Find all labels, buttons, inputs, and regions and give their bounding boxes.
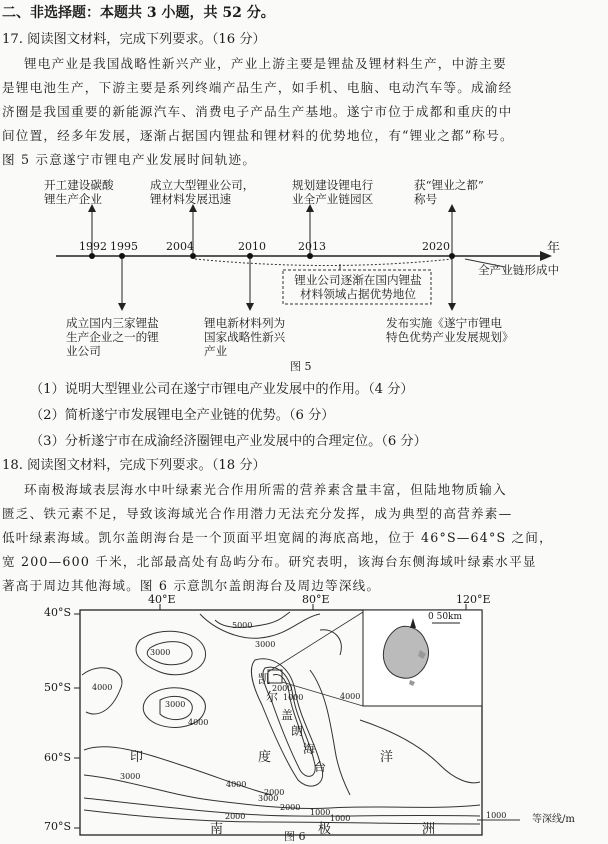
plateau-char: 盖: [281, 708, 294, 722]
q17-subquestion: （3）分析遂宁市在成渝经济圈锂电产业发展中的合理定位。（6 分）: [30, 434, 427, 449]
depth-label: 3000: [150, 648, 171, 657]
depth-label: 2000: [225, 812, 246, 821]
contour-line: [320, 630, 341, 655]
plateau-char: 台: [314, 760, 327, 774]
depth-label: 3000: [258, 794, 279, 803]
event-2020: 获“锂业之都” 称号: [414, 178, 484, 206]
plateau-char: 朗: [291, 724, 304, 738]
arrow-down-icon: [246, 303, 254, 311]
q18-para-line: 宽 200—600 千米，北部最高处有岛屿分布。研究表明，该海台东侧海域叶绿素水平显: [2, 554, 537, 569]
ocean-char: 印: [130, 750, 144, 765]
contour-line: [84, 810, 480, 824]
contour-line: [310, 670, 350, 795]
event-1995: 成立国内三家锂盐 生产企业之一的锂 业公司: [66, 316, 159, 358]
event-1992: 开工建设碳酸 锂生产企业: [44, 178, 114, 206]
kerguelen-map: [0, 600, 608, 840]
q18-para-line: 匮乏、铁元素不足，导致该海域光合作用潜力无法充分发挥，成为典型的高营养素—: [2, 506, 513, 521]
year-label: 2020: [422, 240, 450, 253]
contour-line: [136, 631, 205, 674]
q17-para-line: 间位置，经多年发展，逐渐占据国内锂盐和锂材料的优势地位，有“锂业之都”称号。: [2, 128, 514, 143]
continent-char: 洲: [422, 822, 436, 837]
q17-subquestion: （1）说明大型锂业公司在遂宁市锂电产业发展中的作用。（4 分）: [30, 382, 414, 397]
event-2013: 规划建设锂电行 业全产业链园区: [292, 178, 374, 206]
depth-label: 4000: [92, 683, 113, 692]
year-label: 2013: [298, 240, 326, 253]
plateau-char: 尔: [266, 690, 279, 704]
depth-label: 4000: [340, 692, 361, 701]
q18-para-line: 环南极海域表层海水中叶绿素光合作用所需的营养素含量丰富，但陆地物质输入: [24, 482, 507, 497]
lat-label: 40°S: [44, 606, 72, 619]
year-label: 1995: [110, 240, 138, 253]
lat-label: 70°S: [44, 820, 72, 833]
q17-para-line: 图 5 示意遂宁市锂电产业发展时间轨迹。: [2, 152, 257, 167]
plateau-char: 凯: [258, 672, 271, 686]
event-2020-plan: 发布实施《遂宁市锂电 特色优势产业发展规划》: [386, 316, 514, 344]
contour-line: [200, 614, 320, 638]
depth-label: 2000: [264, 788, 285, 797]
q17-para-line: 济圈是我国重要的新能源汽车、消费电子产品生产基地。遂宁市位于成都和重庆的中: [2, 104, 513, 119]
q18-para-line: 著高于周边其他海域。图 6 示意凯尔盖朗海台及周边等深线。: [2, 578, 381, 593]
continent-char: 极: [318, 822, 332, 837]
section-title: 二、非选择题：本题共 3 小题，共 52 分。: [2, 5, 275, 21]
depth-label: 3000: [255, 640, 276, 649]
depth-label: 3000: [120, 772, 141, 781]
figure-6-caption: 图 6: [284, 830, 306, 843]
chain-dotted-line: [195, 259, 452, 266]
legend-sample-label: 1000: [486, 811, 507, 820]
depth-label: 1000: [283, 693, 304, 702]
depth-label: 4000: [188, 718, 209, 727]
arrow-down-icon: [118, 303, 126, 311]
legend-text: 等深线/m: [532, 814, 575, 825]
event-2004: 成立大型锂业公司， 锂材料发展迅速: [150, 178, 255, 206]
inset-connector: [268, 612, 363, 672]
year-label: 2010: [238, 240, 266, 253]
depth-label: 5000: [232, 621, 253, 630]
q17-para-line: 锂电产业是我国战略性新兴产业，产业上游主要是锂盐及锂材料生产，中游主要: [24, 56, 507, 71]
figure-5-caption: 图 5: [290, 360, 312, 373]
dominance-box-text: 锂业公司逐渐在国内锂盐 材料领域占据优势地位: [294, 273, 422, 301]
depth-label: 4000: [226, 780, 247, 789]
inset-locator-box: [268, 670, 282, 683]
lat-label: 50°S: [44, 681, 72, 694]
depth-label: 3000: [165, 700, 186, 709]
depth-label: 1000: [310, 808, 331, 817]
depth-label: 2000: [272, 684, 293, 693]
ocean-char: 度: [258, 750, 272, 765]
contour-line: [360, 720, 480, 783]
lon-label: 80°E: [302, 593, 330, 606]
lat-label: 60°S: [44, 751, 72, 764]
q18-para-line: 低叶绿素海域。凯尔盖朗海台是一个顶面平坦宽阔的海底高地，位于 46°S—64°S 之间，: [2, 530, 553, 545]
inset-scale-label: 0 50km: [428, 612, 463, 622]
lon-label: 40°E: [148, 593, 176, 606]
axis-unit-label: 年: [547, 241, 561, 256]
chain-label: 全产业链形成中: [478, 263, 560, 277]
year-label: 1992: [79, 240, 107, 253]
q17-heading: 17. 阅读图文材料，完成下列要求。（16 分）: [2, 32, 266, 47]
contour-line: [215, 612, 290, 627]
lon-label: 120°E: [456, 593, 491, 606]
year-label: 2004: [166, 240, 194, 253]
depth-label: 1000: [330, 814, 351, 823]
continent-char: 南: [210, 822, 224, 837]
q18-heading: 18. 阅读图文材料，完成下列要求。（18 分）: [2, 458, 266, 473]
event-2010: 锂电新材料列为 国家战略性新兴 产业: [204, 316, 286, 358]
ocean-char: 洋: [380, 750, 394, 765]
q17-para-line: 是锂电池生产，下游主要是系列终端产品生产，如手机、电脑、电动汽车等。成渝经: [2, 80, 513, 95]
depth-label: 2000: [280, 803, 301, 812]
q17-subquestion: （2）简析遂宁市发展锂电全产业链的优势。（6 分）: [30, 408, 335, 423]
arrow-down-icon: [448, 303, 456, 311]
plateau-char: 海: [303, 742, 316, 756]
